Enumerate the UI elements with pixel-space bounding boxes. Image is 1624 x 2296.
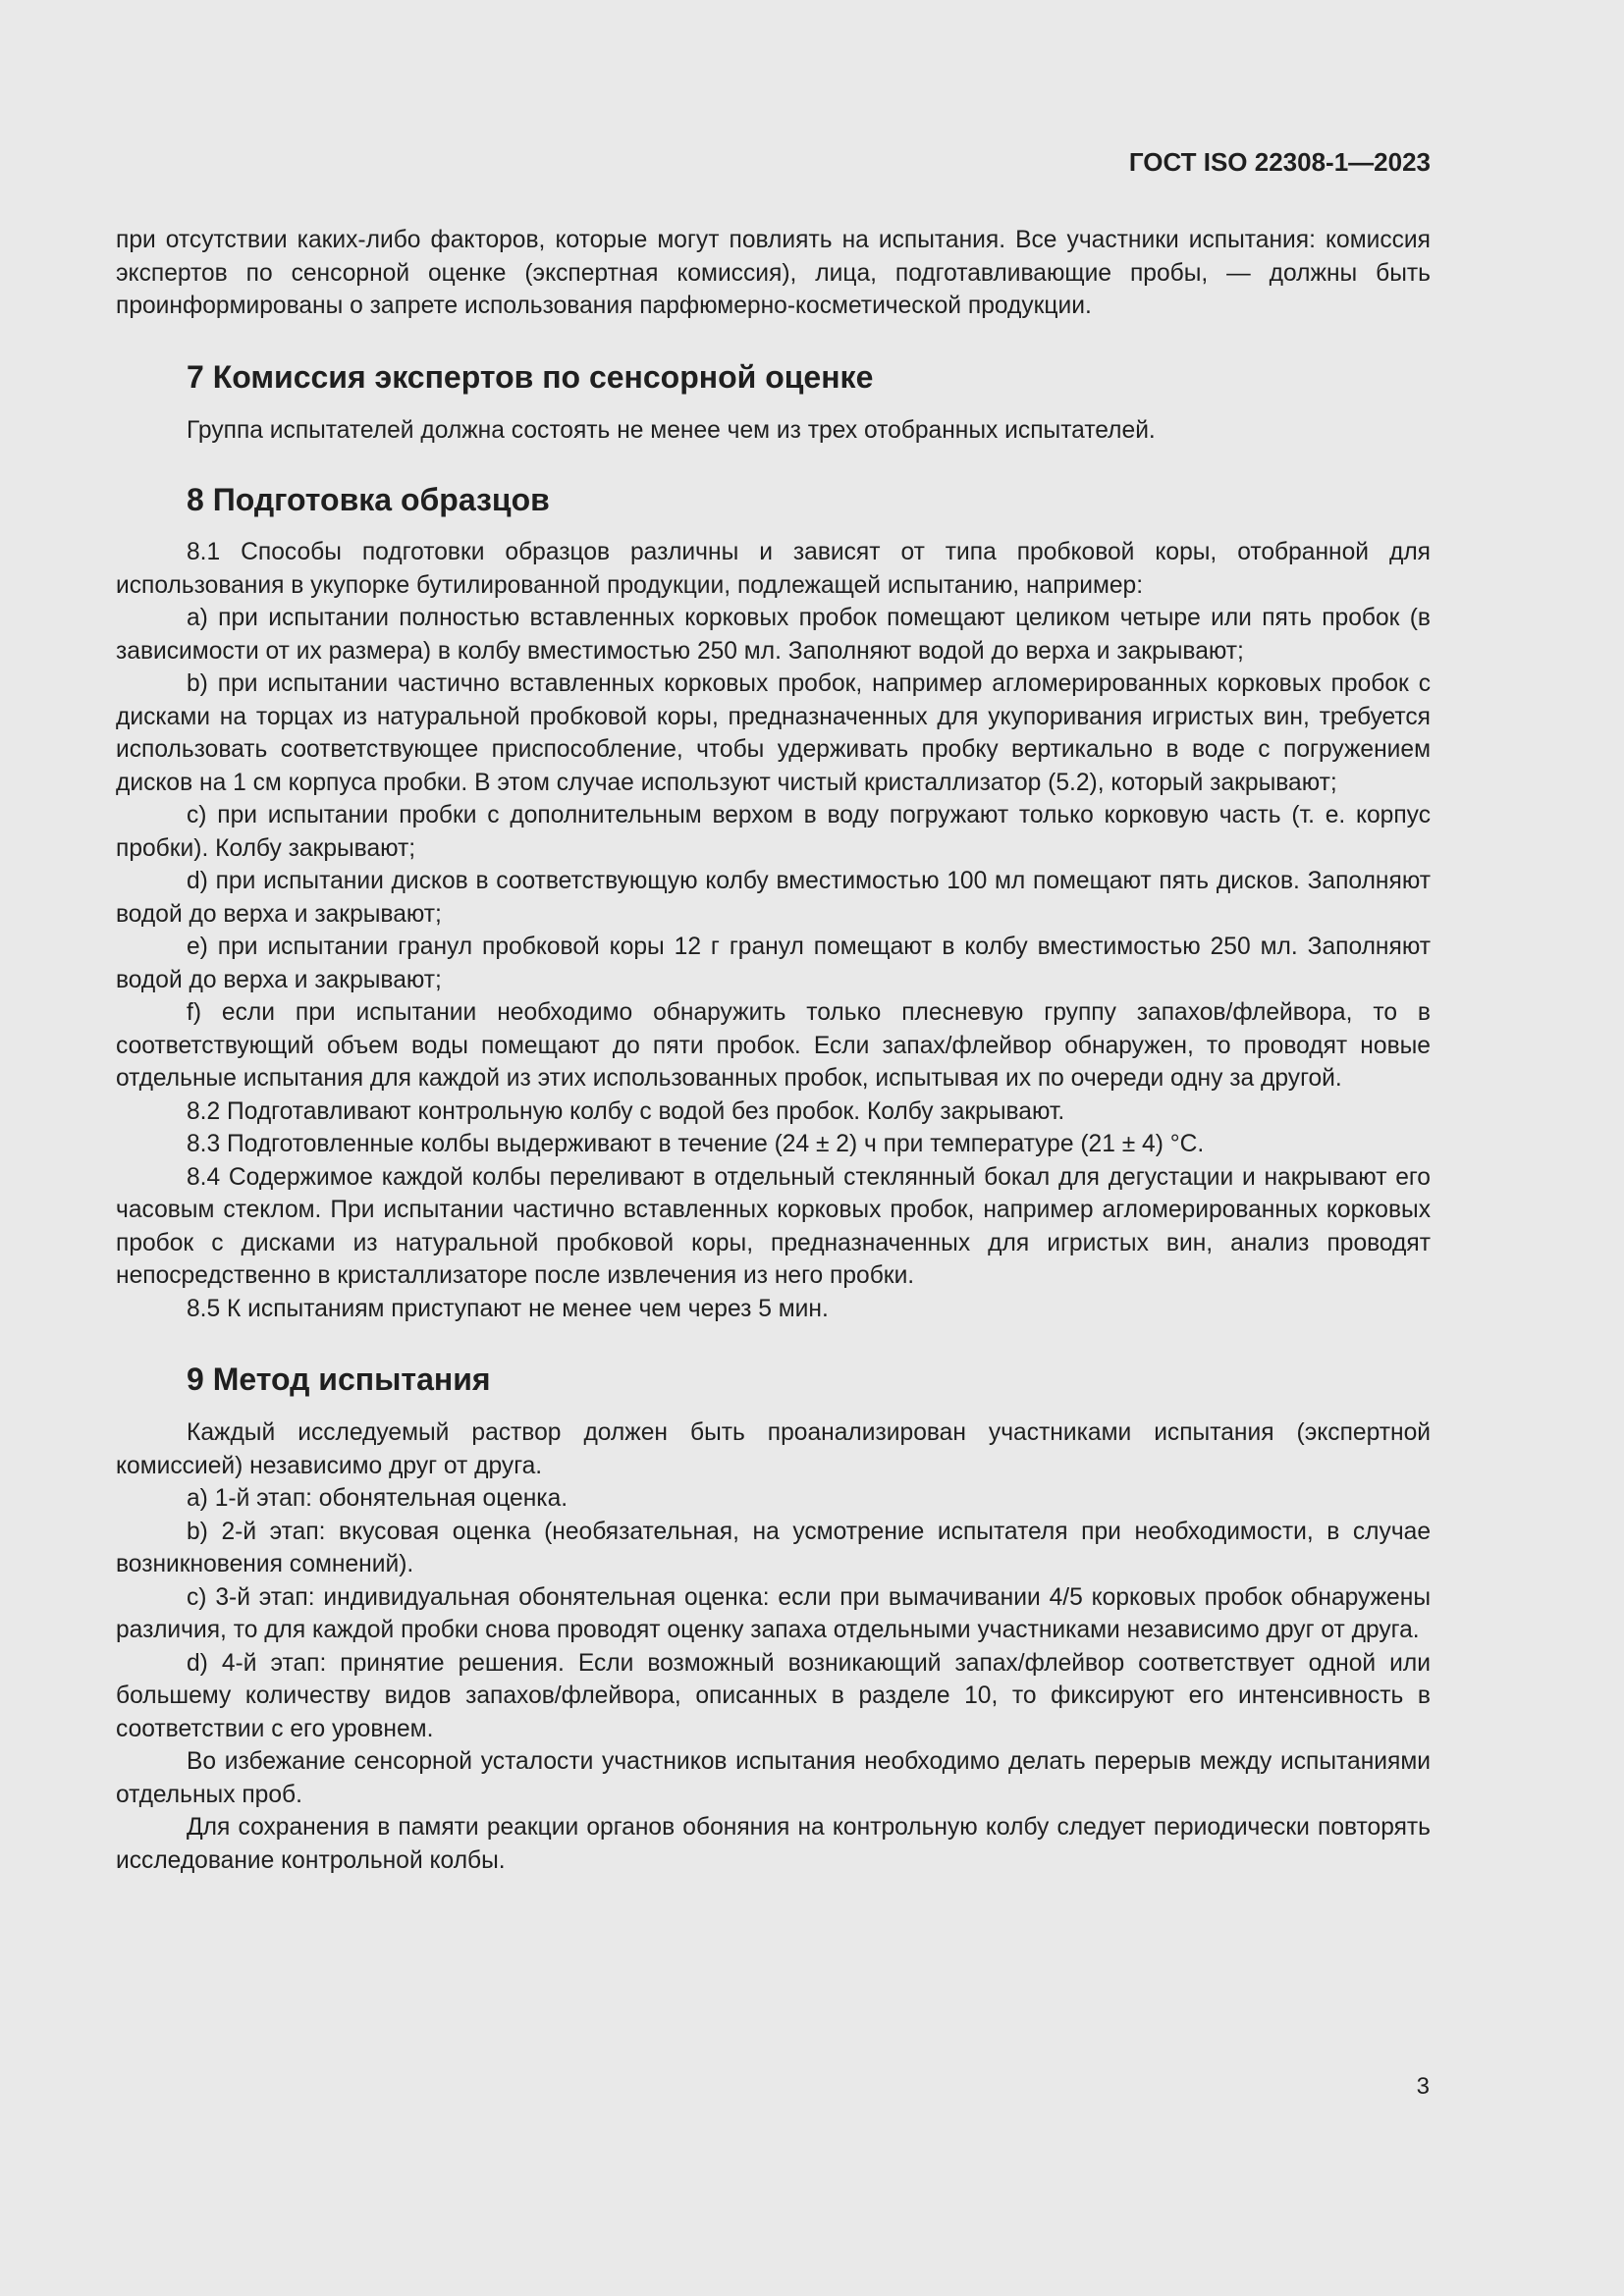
section-8-heading: 8 Подготовка образцов	[187, 482, 550, 517]
clause-8-1-b: b) при испытании частично вставленных корковых пробок, например агломерированных корковых пробок с дисками на торцах из натуральной пробковой коры, предназначенных для укупоривания игристых вин, требуется использовать соответствующее приспособление, чтобы удерживать пробку вертикально в воде с погружением дисков на 1 см корпуса пробки. В этом случае используют чистый кристаллизатор (5.2), который закрывают;	[116, 670, 1431, 796]
section-7-heading: 7 Комиссия экспертов по сенсорной оценке	[187, 358, 874, 395]
stage-d: d) 4-й этап: принятие решения. Если возможный возникающий запах/флейвор соответствует одной или большему количеству видов запахов/флейвора, описанных в разделе 10, то фиксируют его интенсивность в соответствии с его уровнем.	[116, 1649, 1431, 1742]
clause-8-1-f: f) если при испытании необходимо обнаружить только плесневую группу запахов/флейвора, то в соответствующий объем воды помещают до пяти пробок. Если запах/флейвор обнаружен, то проводят новые отдельные испытания для каждой из этих использованных пробок, испытывая их по очереди одну за другой.	[116, 999, 1431, 1092]
clause-8-1: 8.1 Способы подготовки образцов различны и зависят от типа пробковой коры, отобранной для использования в укупорке бутилированной продукции, подлежащей испытанию, например:	[116, 539, 1431, 599]
page-content	[116, 224, 1431, 1877]
page-number: 3	[1416, 2073, 1430, 2100]
clause-8-1-d: d) при испытании дисков в соответствующую колбу вместимостью 100 мл помещают пять дисков. Заполняют водой до верха и закрывают;	[116, 868, 1431, 928]
clause-8-3: 8.3 Подготовленные колбы выдерживают в течение (24 ± 2) ч при температуре (21 ± 4) °С.	[187, 1131, 1205, 1157]
clause-8-1-c: c) при испытании пробки с дополнительным верхом в воду погружают только корковую часть (т. е. корпус пробки). Колбу закрывают;	[116, 802, 1431, 862]
clause-8-2: 8.2 Подготавливают контрольную колбу с водой без пробок. Колбу закрывают.	[187, 1097, 1065, 1125]
control-flask-paragraph: Для сохранения в памяти реакции органов обоняния на контрольную колбу следует периодически повторять исследование контрольной колбы.	[116, 1814, 1431, 1874]
clause-8-1-e: e) при испытании гранул пробковой коры 12 г гранул помещают в колбу вместимостью 250 мл. Заполняют водой до верха и закрывают;	[116, 934, 1431, 993]
document-code: ГОСТ ISO 22308-1—2023	[1128, 147, 1431, 177]
section-9-heading: 9 Метод испытания	[187, 1362, 491, 1397]
stage-b: b) 2-й этап: вкусовая оценка (необязательная, на усмотрение испытателя при необходимости, в случае возникновения сомнений).	[116, 1518, 1431, 1577]
clause-8-1-a: a) при испытании полностью вставленных корковых пробок помещают целиком четыре или пять пробок (в зависимости от их размера) в колбу вместимостью 250 мл. Заполняют водой до верха и закрывают;	[116, 605, 1431, 665]
clause-8-4: 8.4 Содержимое каждой колбы переливают в отдельный стеклянный бокал для дегустации и накрывают его часовым стеклом. При испытании частично вставленных корковых пробок, например агломерированных корковых пробок с дисками из натуральной пробковой коры, предназначенных для игристых вин, анализ проводят непосредственно в кристаллизаторе после извлечения из него пробки.	[116, 1163, 1431, 1289]
section-9-paragraph: Каждый исследуемый раствор должен быть проанализирован участниками испытания (экспертной комиссией) независимо друг от друга.	[116, 1419, 1431, 1479]
stage-a: a) 1-й этап: обонятельная оценка.	[187, 1485, 568, 1512]
section-7-paragraph: Группа испытателей должна состоять не менее чем из трех отобранных испытателей.	[187, 416, 1156, 444]
clause-8-5: 8.5 К испытаниям приступают не менее чем через 5 мин.	[187, 1295, 829, 1322]
intro-paragraph: при отсутствии каких-либо факторов, которые могут повлиять на испытания. Все участники испытания: комиссия экспертов по сенсорной оценке (экспертная комиссия), лица, подготавливающие пробы, — должны быть проинформированы о запрете использования парфюмерно-косметической продукции.	[116, 227, 1431, 319]
fatigue-paragraph: Во избежание сенсорной усталости участников испытания необходимо делать перерыв между испытаниями отдельных проб.	[116, 1748, 1431, 1808]
stage-c: c) 3-й этап: индивидуальная обонятельная оценка: если при вымачивании 4/5 корковых пробок обнаружены различия, то для каждой пробки снова проводят оценку запаха отдельными участниками независимо друг от друга.	[116, 1583, 1431, 1643]
